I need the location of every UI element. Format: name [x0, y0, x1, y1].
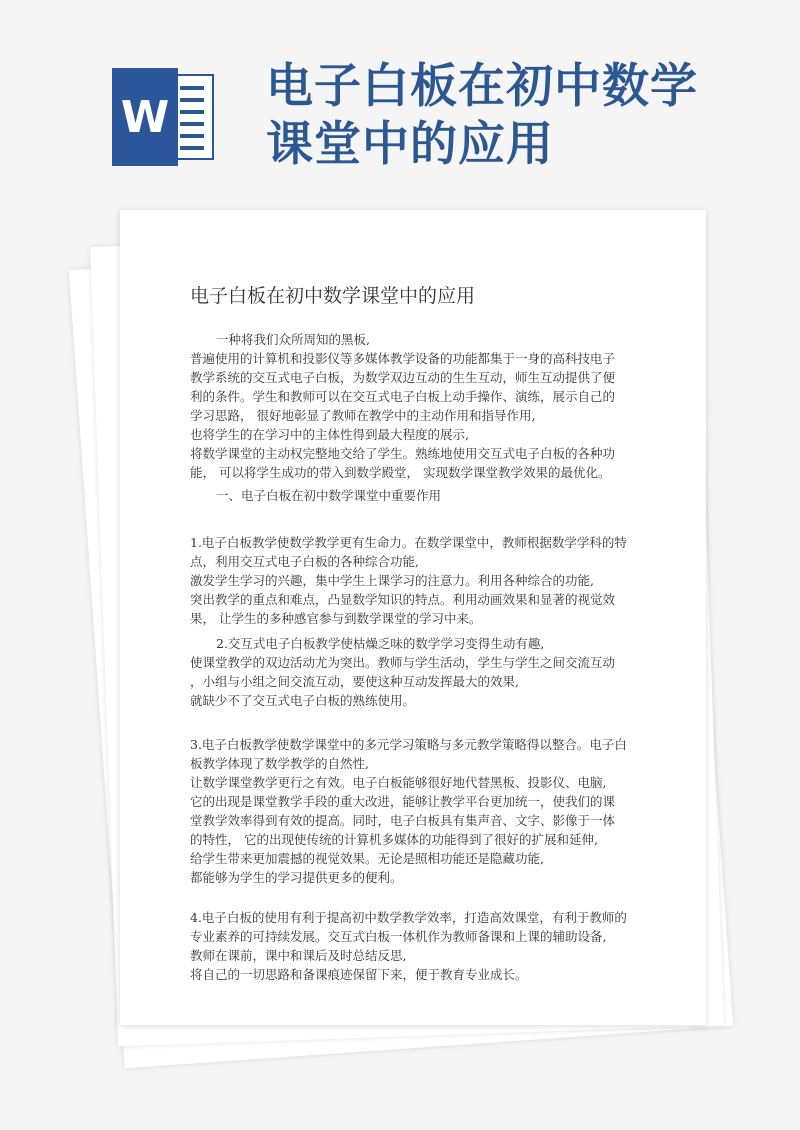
- word-badge-icon: [112, 68, 178, 166]
- text-line: 能， 可以将学生成功的带入到数学殿堂， 实现数学课堂教学效果的最优化。: [190, 465, 611, 480]
- paragraph-3: [190, 735, 650, 887]
- text-line: 2.交互式电子白板教学使枯燥乏味的数学学习变得生动有趣,: [216, 636, 545, 651]
- text-line: 4.电子白板的使用有利于提高初中数学教学效率，打造高效课堂，有利于教师的: [190, 910, 627, 925]
- text-line: 1.电子白板教学使数学教学更有生命力。在数学课堂中，教师根据数学学科的特: [190, 535, 627, 550]
- text-line: ，小组与小组之间交流互动，要使这种互动发挥最大的效果,: [190, 674, 519, 689]
- text-line: 3.电子白板教学使数学课堂中的多元学习策略与多元教学策略得以整合。电子白: [190, 737, 627, 752]
- text-line: 突出教学的重点和难点，凸显数学知识的特点。利用动画效果和显著的视觉效: [190, 592, 616, 607]
- text-line: 都能够为学生的学习提供更多的便利。: [190, 870, 403, 885]
- word-letter: W: [120, 92, 170, 143]
- text-line: 让数学课堂教学更行之有效。电子白板能够很好地代替黑板、投影仪、电脑,: [190, 775, 607, 790]
- document-heading: 电子白板在初中数学课堂中的应用: [190, 285, 476, 307]
- text-line: 使课堂教学的双边活动尤为突出。教师与学生活动，学生与学生之间交流互动: [190, 655, 616, 670]
- text-line: 也将学生的在学习中的主体性得到最大程度的展示,: [190, 427, 469, 442]
- page-title: 电子白板在初中数学课堂中的应用: [266, 59, 698, 172]
- paragraph-2: [190, 634, 650, 710]
- text-line: 激发学生学习的兴趣，集中学生上课学习的注意力。利用各种综合的功能,: [190, 573, 594, 588]
- section-heading: 一、电子白板在初中数学课堂中重要作用: [216, 488, 442, 503]
- text-line: 教师在课前，课中和课后及时总结反思,: [190, 948, 407, 963]
- text-line: 普遍使用的计算机和投影仪等多媒体教学设备的功能都集于一身的高科技电子: [190, 351, 616, 366]
- word-logo: [112, 68, 220, 166]
- text-line: 教学系统的交互式电子白板，为数学双边互动的生生互动，师生互动提供了便: [190, 370, 616, 385]
- text-line: 利的条件。学生和教师可以在交互式电子白板上动手操作、演练，展示自己的: [190, 389, 616, 404]
- text-line: 学习思路， 很好地彰显了教师在教学中的主动作用和指导作用,: [190, 408, 536, 423]
- text-line: 专业素养的可持续发展。交互式白板一体机作为教师备课和上课的辅助设备,: [190, 929, 607, 944]
- text-line: 就缺少不了交互式电子白板的熟练使用。: [190, 693, 416, 708]
- text-line: 堂教学效率得到有效的提高。同时，电子白板具有集声音、文字、影像于一体: [190, 813, 616, 828]
- paragraph-4: [190, 908, 650, 984]
- text-line: 将自己的一切思路和备课痕迹保留下来，便于教育专业成长。: [190, 967, 528, 982]
- text-line: 果， 让学生的多种感官参与到数学课堂的学习中来。: [190, 611, 482, 626]
- text-line: 点，利用交互式电子白板的各种综合功能,: [190, 554, 419, 569]
- text-line: 板教学体现了数学教学的自然性,: [190, 756, 369, 771]
- text-line: 一种将我们众所周知的黑板,: [216, 332, 370, 347]
- intro-paragraph: [190, 330, 650, 482]
- text-line: 给学生带来更加震撼的视觉效果。无论是照相功能还是隐藏功能,: [190, 851, 544, 866]
- text-line: 的特性， 它的出现使传统的计算机多媒体的功能得到了很好的扩展和延伸,: [190, 832, 598, 847]
- text-line: 它的出现是课堂教学手段的重大改进，能够让教学平台更加统一，使我们的课: [190, 794, 616, 809]
- paragraph-1: [190, 533, 650, 628]
- text-line: 将数学课堂的主动权完整地交给了学生。熟练地使用交互式电子白板的各种功: [190, 446, 616, 461]
